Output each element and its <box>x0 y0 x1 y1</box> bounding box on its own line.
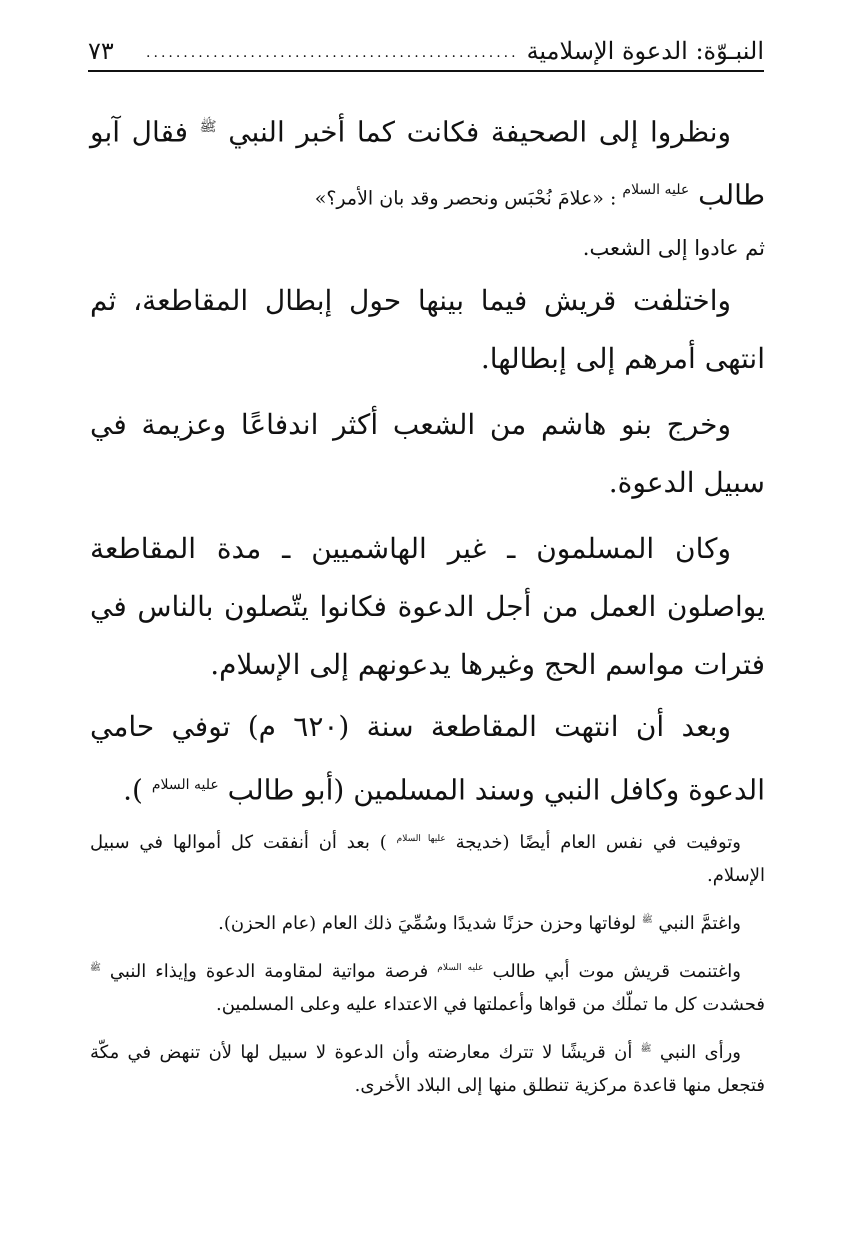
paragraph-10 <box>90 1033 765 1102</box>
honorific-symbol: ﷺ <box>90 962 101 973</box>
paragraph-4: وخرج بنو هاشم من الشعب أكثر اندفاعًا وعزيمة في سبيل الدعوة. <box>90 407 765 499</box>
paragraph-8-text-b: لوفاتها وحزن حزنًا شديدًا وسُمِّيَ ذلك العام (عام الحزن). <box>218 912 642 934</box>
paragraph-7-text-a: وتوفيت في نفس العام أيضًا (خديجة <box>445 831 741 853</box>
paragraph-7-text-b: ) بعد أن أنفقت كل أموالها في سبيل الإسلام. <box>90 831 765 886</box>
page-body <box>90 98 765 1102</box>
paragraph-1-text-a: ونظروا إلى الصحيفة فكانت كما أخبر النبي <box>216 115 732 149</box>
paragraph-6-text-a: وبعد أن انتهت المقاطعة سنة (٦٢٠ م) توفي حامي الدعوة وكافل النبي وسند المسلمين (أبو طالب <box>90 709 765 806</box>
honorific-symbol: عليه السلام <box>151 776 219 793</box>
paragraph-9 <box>90 952 765 1021</box>
paragraph-9-text-a: واغتنمت قريش موت أبي طالب <box>483 960 741 982</box>
honorific-symbol: ﷺ <box>641 914 653 925</box>
paragraph-10-text-a: ورأى النبي <box>651 1041 741 1063</box>
paragraph-2: ثم عادوا إلى الشعب. <box>582 235 765 260</box>
honorific-symbol: عليها السلام <box>396 833 446 844</box>
paragraph-9-text-c: فحشدت كل ما تملّك من قواها وأعملتها في الاعتداء عليه وعلى المسلمين. <box>215 993 765 1015</box>
paragraph-9-text-b: فرصة مواتية لمقاومة الدعوة وإيذاء النبي <box>100 960 438 982</box>
paragraph-5: وكان المسلمون ـ غير الهاشميين ـ مدة المقاطعة يواصلون العمل من أجل الدعوة فكانوا يتّصلون بالناس في فترات مواسم الحج وغيرها يدعونهم إلى الإسلام. <box>90 531 765 681</box>
paragraph-10-text-b: أن قريشًا لا تترك معارضته وأن الدعوة لا سبيل لها لأن تنهض في مكّة فتجعل منها قاعدة مركزية تنطلق منها إلى البلاد الأخرى. <box>90 1041 765 1096</box>
paragraph-6-text-b: ). <box>123 772 152 806</box>
honorific-symbol: ﷺ <box>640 1043 652 1054</box>
paragraph-3: واختلفت قريش فيما بينها حول إبطال المقاطعة، ثم انتهى أمرهم إلى إبطالها. <box>90 283 765 375</box>
honorific-symbol: عليه السلام <box>622 182 690 199</box>
honorific-symbol: ﷺ <box>199 119 217 135</box>
header-leader-dots: .................................................. <box>146 46 519 60</box>
page-number: ٧٣ <box>88 37 114 65</box>
paragraph-6 <box>90 698 765 819</box>
paragraph-8-text-a: واغتمَّ النبي <box>652 912 741 934</box>
header-rule <box>88 70 764 72</box>
running-header <box>88 30 764 66</box>
paragraph-7 <box>90 823 765 892</box>
quotation: : «علامَ نُحْبَس ونحصر وقد بان الأمر؟» <box>314 187 623 210</box>
paragraph-1 <box>90 98 765 228</box>
honorific-symbol: عليه السلام <box>437 962 484 973</box>
paragraph-8 <box>90 904 765 940</box>
paragraph-1-text-b: فقال آبو طالب <box>90 115 765 212</box>
header-title: النبـوّة: الدعوة الإسلامية <box>526 37 764 65</box>
